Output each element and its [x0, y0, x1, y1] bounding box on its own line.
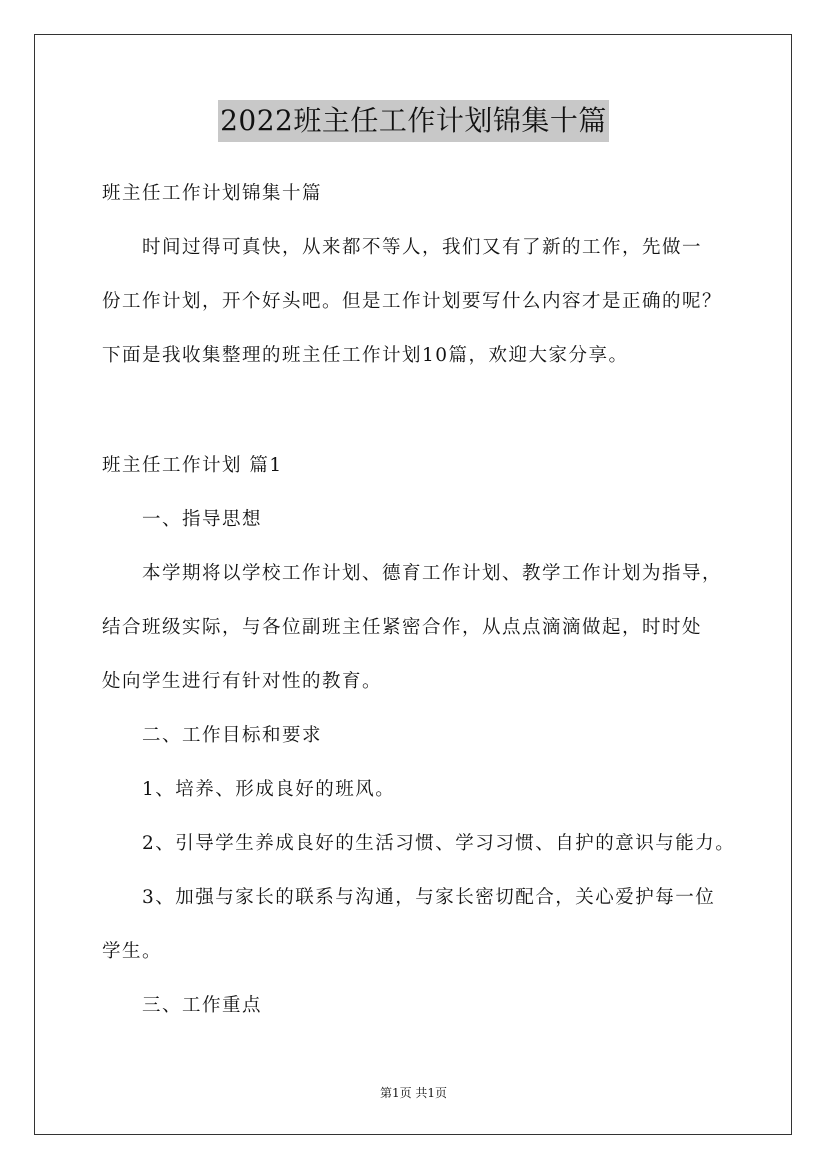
- ideology-paragraph-line-2: 结合班级实际，与各位副班主任紧密合作，从点点滴滴做起，时时处: [102, 617, 703, 638]
- heading-work-focus: 三、工作重点: [142, 995, 263, 1016]
- page-number-footer: 第1页 共1页: [379, 1086, 448, 1100]
- section-heading-plan-1: 班主任工作计划 篇1: [102, 455, 283, 476]
- intro-paragraph-line-1: 时间过得可真快，从来都不等人，我们又有了新的工作，先做一: [142, 237, 703, 258]
- goal-item-2: 2、引导学生养成良好的生活习惯、学习习惯、自护的意识与能力。: [142, 833, 736, 854]
- ideology-paragraph-line-3: 处向学生进行有针对性的教育。: [102, 671, 383, 692]
- title-container: [0, 100, 827, 142]
- heading-goals-requirements: 二、工作目标和要求: [142, 725, 323, 746]
- heading-guiding-ideology: 一、指导思想: [142, 509, 263, 530]
- intro-paragraph-line-3: 下面是我收集整理的班主任工作计划10篇，欢迎大家分享。: [102, 345, 629, 366]
- goal-item-3-line-2: 学生。: [102, 941, 163, 962]
- goal-item-3-line-1: 3、加强与家长的联系与沟通，与家长密切配合，关心爱护每一位: [142, 887, 716, 908]
- subtitle-line: 班主任工作计划锦集十篇: [102, 183, 323, 204]
- document-title: 2022班主任工作计划锦集十篇: [218, 100, 609, 142]
- intro-paragraph-line-2: 份工作计划，开个好头吧。但是工作计划要写什么内容才是正确的呢？: [102, 291, 723, 312]
- ideology-paragraph-line-1: 本学期将以学校工作计划、德育工作计划、教学工作计划为指导，: [142, 563, 723, 584]
- goal-item-1: 1、培养、形成良好的班风。: [142, 779, 396, 800]
